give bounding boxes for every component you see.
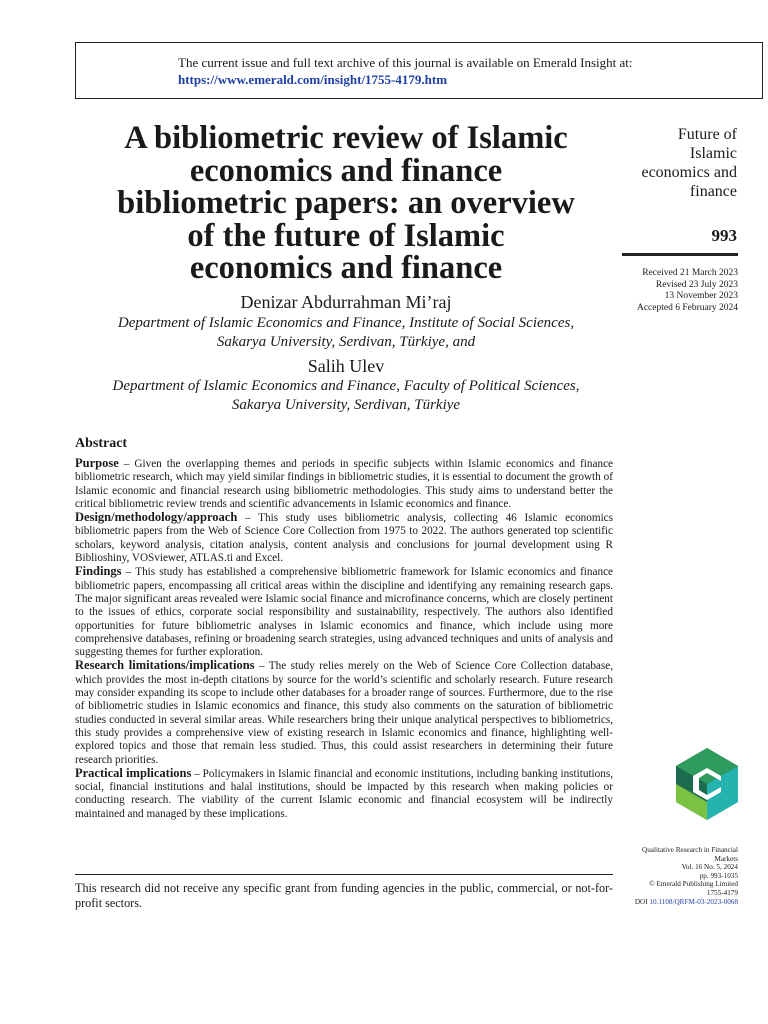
sidebar-divider [622,253,738,256]
title-line: bibliometric papers: an overview [117,185,575,221]
section-label: Findings [75,564,122,579]
abstract-purpose [75,457,613,511]
title-line: economics and finance [189,250,503,286]
date-received: Received 21 March 2023 [642,268,738,278]
journal-information [610,846,738,906]
abstract-findings [75,565,613,659]
topic-line: finance [689,183,737,200]
journal-name-line-2: Markets [714,854,738,863]
affiliation-line: Department of Islamic Economics and Finance, Faculty of Political Sciences, [112,378,580,394]
section-text: – Given the overlapping themes and periods in specific subjects within Islamic economics and finance bibliometric research, which may yield similar findings in bibliometric studies, it is essential to document the growth of Islamic economic and financial research using bibliometric methodologies. This study aims to understand better the critical bibliometric review trends and scientific advancements in Islamic economics and finance. [75,458,613,510]
affiliation-line: Department of Islamic Economics and Finance, Institute of Social Sciences, [117,315,575,331]
article-dates [610,268,738,314]
title-line: A bibliometric review of Islamic [124,120,568,156]
archive-notice-text: The current issue and full text archive of this journal is available on Emerald Insight at: [178,55,633,70]
author-affiliation-2 [76,377,616,415]
journal-url-link[interactable]: https://www.emerald.com/insight/1755-4179.htm [178,72,448,87]
abstract-body [75,457,613,821]
section-label: Research limitations/implications [75,658,255,673]
section-label: Design/methodology/approach [75,510,238,525]
article-title [76,122,616,285]
date-revised: Revised 23 July 2023 [655,279,738,290]
journal-name: Qualitative Research in Financial [642,846,738,854]
topic-line: Future of [677,126,737,143]
topic-line: economics and [641,164,737,181]
journal-pages: pp. 993-1035 [699,871,738,880]
section-text: – This study has established a comprehensive bibliometric framework for Islamic economics and finance bibliometric papers, encompassing all critical areas within the discipline and identifying any remaining research gaps. The major significant areas revealed were Islamic social finance and microfinance concerns, which are closely pertinent to the issues of ethics, corporate social responsibility and sustainability, respectively. The authors also identified opportunities for future bibliometric analyses in Islamic economics and finance, which include using more comprehensive databases, refining or broadening search strategies, using advanced techniques and units of analysis and suggesting themes for further exploration. [75,566,613,659]
emerald-logo-icon [676,748,738,820]
date-revised-2: 13 November 2023 [664,291,738,301]
funding-statement: This research did not receive any specific grant from funding agencies in the public, commercial, or not-for-profit sectors. [75,881,613,910]
abstract-practical [75,767,613,821]
journal-volume: Vol. 16 No. 5, 2024 [681,863,738,872]
title-line: economics and finance [189,152,503,189]
author-name-1: Denizar Abdurrahman Mi’raj [240,292,452,312]
date-accepted: Accepted 6 February 2024 [636,302,738,313]
section-text: – Policymakers in Islamic financial and economic institutions, including banking institutions, social, financial institutions and halal institutions, should be impacted by this research when making policies or conducting research. The viability of the current Islamic economic and financial ecosystem will be indirectly maintained and managed by these implications. [75,767,614,820]
section-text: – This study uses bibliometric analysis, collecting 46 Islamic economics bibliometric papers from the Web of Science Core Collection from 1975 to 2022. The authors generated top scientific scholars, keyword analysis, citation analysis, content analysis and conclusions for journal development using R Biblioshiny, VOSviewer, ATLAS.ti and Excel. [75,512,613,565]
abstract-limitations [75,659,613,766]
journal-publisher: © Emerald Publishing Limited [649,880,738,889]
section-label: Practical implications [75,765,192,780]
journal-issn: 1755-4179 [706,888,738,897]
doi-label: DOI [634,897,648,906]
section-label: Purpose [75,456,119,470]
journal-doi [610,898,738,907]
abstract-design [75,511,613,565]
topic-line: Islamic [689,145,737,162]
doi-link[interactable]: 10.1108/QRFM-03-2023-0068 [649,897,738,906]
affiliation-line: Sakarya University, Serdivan, Türkiye [231,397,461,413]
affiliation-line: Sakarya University, Serdivan, Türkiye, and [216,334,476,350]
footnote-divider [75,874,613,875]
abstract-heading: Abstract [75,436,128,451]
page-number: 993 [711,226,737,245]
journal-archive-notice [75,42,763,99]
sidebar-topic [622,125,737,201]
title-line: of the future of Islamic [187,217,505,254]
author-name-2: Salih Ulev [307,356,385,376]
author-affiliation-1 [76,314,616,352]
section-text: – The study relies merely on the Web of Science Core Collection database, which provides the most in-depth citations by source for the world’s scientific and scholarly research. Future research may consider expanding its scope to include other databases for a broader range of sources. Furthermore, due to the rise of bibliometric studies in Islamic economics and finance, this study also comments on the saturation of bibliometric studies conducted in several similar areas. While researchers bring their unique analytical perspectives to bibliometrics, this study provides a comprehensive view of existing research in Islamic economics and finance, highlighting well-explored topics and those that remain less studied. Thus, this could assist researchers in determining their future research priorities. [75,660,613,766]
